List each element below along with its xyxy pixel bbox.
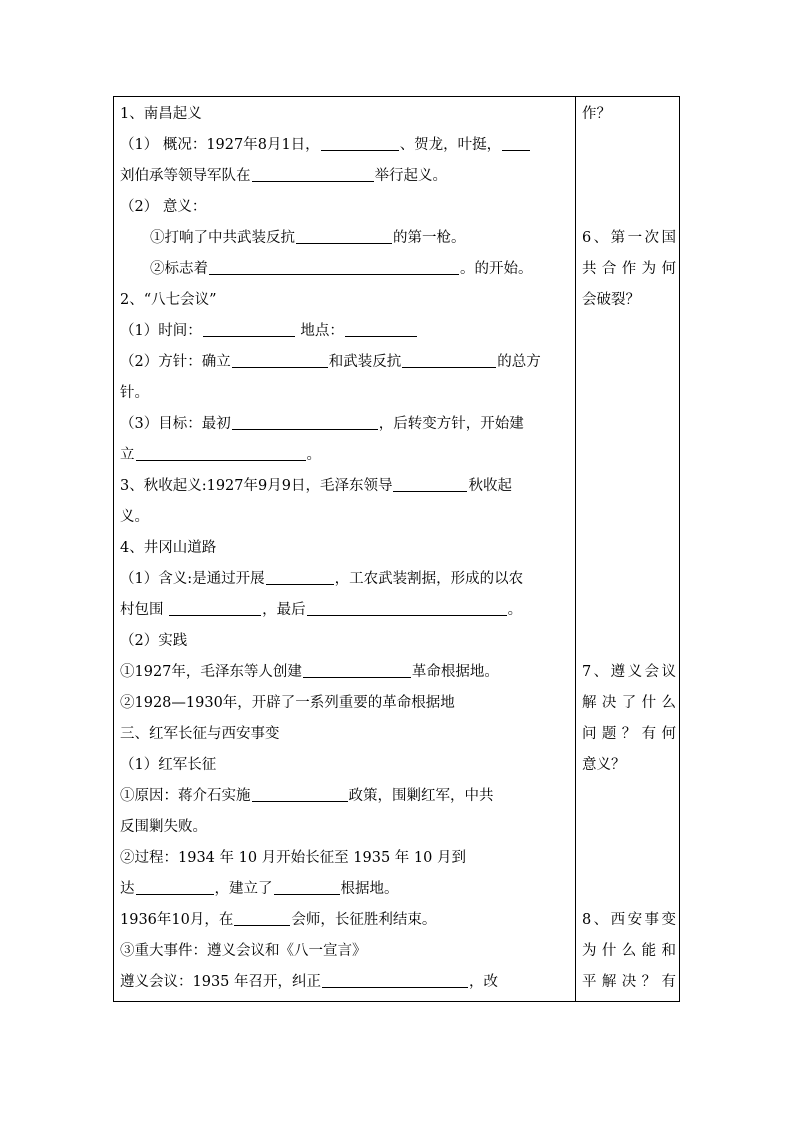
text-line: （2） 意义： bbox=[120, 199, 207, 215]
text-line: （2）方针：确立 和武装反抗 的总方 bbox=[120, 347, 570, 378]
text-line: ②1928—1930年，开辟了一系列重要的革命根据地 bbox=[120, 695, 455, 711]
blank-field[interactable] bbox=[322, 971, 468, 988]
text-line: （3）目标：最初 ，后转变方针，开始建 bbox=[120, 409, 570, 440]
blank-field[interactable] bbox=[136, 444, 306, 461]
blank-field[interactable] bbox=[307, 599, 507, 616]
text-line: ②过程：1934 年 10 月开始长征至 1935 年 10 月到 bbox=[120, 850, 466, 866]
text-line: 3、秋收起义:1927年9月9日，毛泽东领导 秋收起 bbox=[120, 471, 570, 502]
blank-field[interactable] bbox=[402, 351, 496, 368]
text-line: ①原因：蒋介石实施 政策，围剿红军，中共 bbox=[120, 781, 570, 812]
text-line: 立 。 bbox=[120, 440, 570, 471]
text-line: ③重大事件：遵义会议和《八一宣言》 bbox=[120, 943, 367, 959]
text-line: 义。 bbox=[120, 509, 149, 525]
blank-field[interactable] bbox=[232, 351, 328, 368]
blank-field[interactable] bbox=[169, 599, 261, 616]
text-line: （1）红军长征 bbox=[120, 757, 217, 773]
questions-column bbox=[576, 97, 680, 1001]
blank-field[interactable] bbox=[203, 320, 295, 337]
text-line: 遵义会议：1935 年召开，纠正 ，改 bbox=[120, 967, 570, 998]
heading-nanchang: 1、南昌起义 bbox=[120, 106, 202, 122]
text-line: 村包围 ，最后 。 bbox=[120, 595, 570, 626]
text-line: （1） 概况：1927年8月1日， 、贺龙，叶挺， bbox=[120, 130, 570, 161]
worksheet-table bbox=[113, 96, 680, 1002]
text-line: 针。 bbox=[120, 385, 149, 401]
question-7: 7、遵义会议 解决了什么 问题？有何 意义？ bbox=[582, 664, 676, 773]
blank-field[interactable] bbox=[136, 878, 214, 895]
text-line: 刘伯承等领导军队在 举行起义。 bbox=[120, 161, 570, 192]
text-line: ①1927年，毛泽东等人创建 革命根据地。 bbox=[120, 657, 570, 688]
blank-field[interactable] bbox=[321, 134, 399, 151]
heading-long-march: 三、红军长征与西安事变 bbox=[120, 726, 280, 742]
notes-column bbox=[114, 97, 575, 1001]
text-line: 反围剿失败。 bbox=[120, 819, 207, 835]
heading-jinggangshan: 4、井冈山道路 bbox=[120, 540, 217, 556]
question-6: 6、第一次国 共合作为何 会破裂？ bbox=[582, 230, 676, 308]
text-line: ②标志着 。的开始。 bbox=[150, 254, 600, 285]
question-continued: 作？ bbox=[582, 106, 611, 122]
text-line: 1936年10月，在 会师，长征胜利结束。 bbox=[120, 905, 570, 936]
text-line: 达 ，建立了 根据地。 bbox=[120, 874, 570, 905]
text-line: （1）时间： 地点： bbox=[120, 316, 570, 347]
text-line: （2）实践 bbox=[120, 633, 188, 649]
blank-field[interactable] bbox=[232, 413, 378, 430]
blank-field[interactable] bbox=[274, 878, 340, 895]
text-line: （1）含义:是通过开展 ，工农武装割据，形成的以农 bbox=[120, 564, 570, 595]
blank-field[interactable] bbox=[393, 475, 467, 492]
blank-field[interactable] bbox=[234, 909, 290, 926]
blank-field[interactable] bbox=[345, 320, 417, 337]
heading-august7: 2、“八七会议” bbox=[120, 292, 217, 308]
text-line: ①打响了中共武装反抗 的第一枪。 bbox=[150, 223, 600, 254]
blank-field[interactable] bbox=[266, 568, 334, 585]
blank-field[interactable] bbox=[252, 785, 348, 802]
blank-field[interactable] bbox=[209, 258, 459, 275]
blank-field[interactable] bbox=[252, 165, 374, 182]
blank-field[interactable] bbox=[502, 134, 530, 151]
question-8: 8、西安事变 为什么能和 平解决？有 bbox=[582, 912, 676, 990]
blank-field[interactable] bbox=[303, 661, 411, 678]
blank-field[interactable] bbox=[296, 227, 392, 244]
